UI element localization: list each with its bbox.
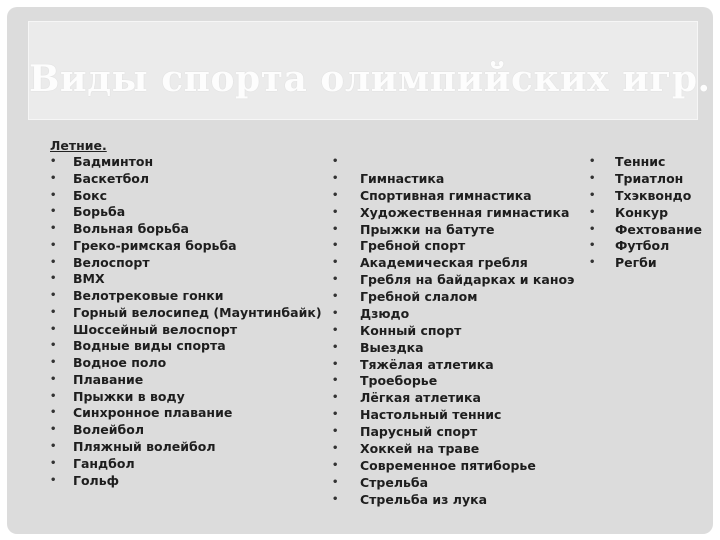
- bullet-icon: •: [50, 223, 57, 235]
- sport-name: Гимнастика: [360, 170, 445, 186]
- sport-name: Гольф: [73, 472, 120, 488]
- bullet-icon: •: [50, 189, 57, 201]
- sport-name: Тхэквондо: [615, 187, 692, 203]
- bullet-icon: •: [50, 256, 57, 268]
- sport-name: Велоспорт: [73, 254, 150, 270]
- slide-title: Виды спорта олимпийских игр.: [29, 58, 711, 100]
- bullet-icon: •: [332, 156, 339, 167]
- bullet-icon: •: [332, 257, 339, 269]
- bullet-icon: •: [50, 407, 57, 419]
- bullet-icon: •: [332, 493, 339, 505]
- bullet-icon: •: [332, 291, 339, 302]
- sport-name: Прыжки в воду: [73, 388, 185, 404]
- sport-name: Современное пятиборье: [360, 457, 536, 473]
- sport-name: Баскетбол: [73, 170, 150, 186]
- sport-name: Конкур: [615, 204, 669, 220]
- bullet-icon: •: [50, 441, 57, 453]
- summer-heading: Летние.: [50, 138, 107, 153]
- sport-name: Гандбол: [73, 455, 135, 471]
- sport-name: Дзюдо: [360, 305, 410, 321]
- sport-name: Настольный теннис: [360, 407, 502, 423]
- sport-name: Хоккей на траве: [360, 440, 480, 456]
- sport-name: Выездка: [360, 339, 424, 355]
- sport-name: Горный велосипед (Маунтинбайк): [73, 304, 322, 320]
- sport-name: Синхронное плавание: [73, 405, 233, 421]
- bullet-icon: •: [332, 172, 339, 184]
- bullet-icon: •: [332, 358, 339, 370]
- bullet-icon: •: [50, 357, 57, 369]
- bullet-icon: •: [332, 476, 339, 488]
- bullet-icon: •: [332, 307, 339, 319]
- bullet-icon: •: [589, 189, 596, 201]
- sport-name: Бокс: [73, 187, 108, 203]
- bullet-icon: •: [50, 172, 57, 184]
- bullet-icon: •: [50, 206, 57, 218]
- sport-name: Фехтование: [615, 221, 702, 237]
- sport-name: Триатлон: [615, 170, 684, 186]
- sport-name: Вольная борьба: [73, 221, 189, 237]
- sport-name: Стрельба: [360, 474, 429, 490]
- bullet-icon: •: [50, 390, 57, 402]
- bullet-icon: •: [332, 341, 339, 353]
- bullet-icon: •: [589, 172, 596, 184]
- bullet-icon: •: [589, 257, 596, 269]
- bullet-icon: •: [332, 392, 339, 404]
- sport-name: Плавание: [73, 371, 144, 387]
- bullet-icon: •: [332, 459, 339, 471]
- sport-name: Теннис: [615, 154, 666, 169]
- bullet-icon: •: [50, 373, 57, 385]
- bullet-icon: •: [50, 273, 57, 285]
- bullet-icon: •: [332, 426, 339, 437]
- title-box: [28, 21, 711, 120]
- bullet-icon: •: [50, 457, 57, 469]
- bullet-icon: •: [332, 409, 339, 421]
- sport-name: Лёгкая атлетика: [360, 390, 481, 406]
- sport-name: Прыжки на батуте: [360, 221, 495, 237]
- bullet-icon: •: [50, 340, 57, 352]
- sport-name: Гребля на байдарках и каноэ: [360, 272, 575, 288]
- sport-name: Пляжный волейбол: [73, 439, 216, 455]
- bullet-icon: •: [50, 306, 57, 318]
- bullet-icon: •: [332, 240, 339, 252]
- bullet-icon: •: [589, 156, 596, 167]
- bullet-icon: •: [589, 223, 596, 235]
- bullet-icon: •: [589, 240, 596, 252]
- sport-name: Академическая гребля: [360, 255, 528, 271]
- sport-name: Водные виды спорта: [73, 338, 226, 354]
- sport-name: BMX: [73, 271, 105, 287]
- sport-name: Волейбол: [73, 422, 144, 438]
- bullet-icon: •: [50, 156, 57, 167]
- bullet-icon: •: [332, 324, 339, 336]
- sport-name: Спортивная гимнастика: [360, 187, 532, 203]
- sport-name: Гребной спорт: [360, 238, 466, 254]
- sport-name: Борьба: [73, 204, 126, 220]
- bullet-icon: •: [332, 223, 339, 235]
- sport-name: Водное поло: [73, 355, 167, 371]
- bullet-icon: •: [50, 474, 57, 486]
- bullet-icon: •: [50, 323, 57, 335]
- sport-name: Гребной слалом: [360, 289, 478, 304]
- sport-name: Бадминтон: [73, 154, 154, 169]
- bullet-icon: •: [589, 206, 596, 218]
- bullet-icon: •: [332, 206, 339, 218]
- bullet-icon: •: [332, 375, 339, 387]
- sport-name: Футбол: [615, 238, 670, 254]
- sport-name: Велотрековые гонки: [73, 288, 224, 304]
- sport-name: Троеборье: [360, 373, 438, 389]
- bullet-icon: •: [50, 239, 57, 251]
- sport-name: Тяжёлая атлетика: [360, 356, 494, 372]
- bullet-icon: •: [50, 290, 57, 302]
- bullet-icon: •: [50, 424, 57, 436]
- sport-name: Конный спорт: [360, 322, 462, 338]
- sport-name: Парусный спорт: [360, 424, 478, 439]
- sport-name: Стрельба из лука: [360, 491, 488, 507]
- sport-name: Регби: [615, 255, 657, 271]
- sport-name: Шоссейный велоспорт: [73, 321, 238, 337]
- sport-name: Художественная гимнастика: [360, 204, 570, 220]
- bullet-icon: •: [332, 189, 339, 201]
- sport-name: Греко-римская борьба: [73, 237, 237, 253]
- bullet-icon: •: [332, 274, 339, 286]
- bullet-icon: •: [332, 442, 339, 454]
